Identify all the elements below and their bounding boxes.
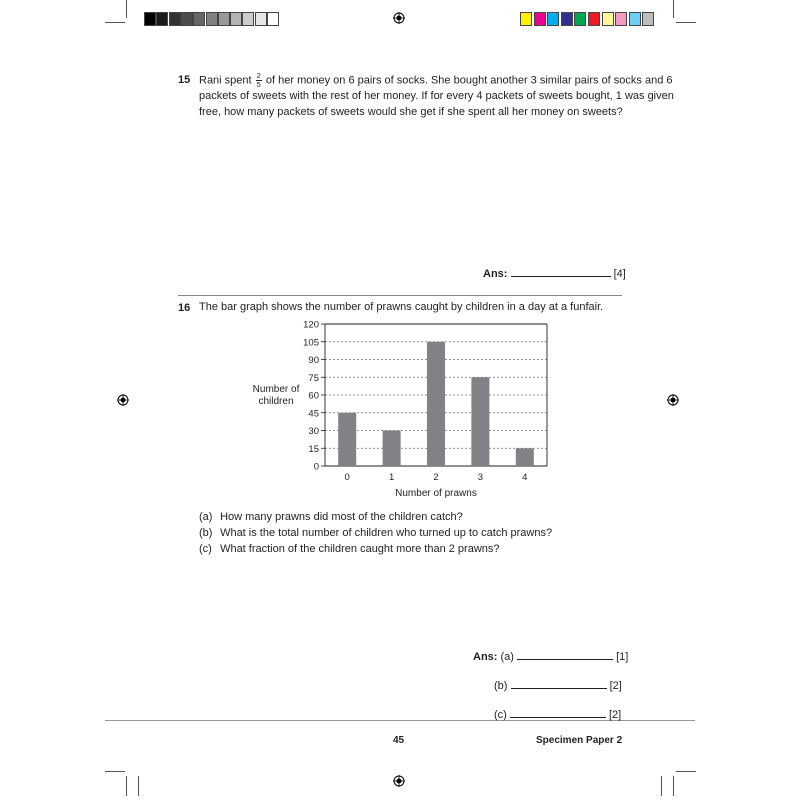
- q16-answer-b: [494, 679, 622, 695]
- y-tick-label: 75: [308, 372, 319, 384]
- gray-swatch: [255, 12, 267, 26]
- q16-answer-c: [494, 708, 621, 724]
- q16-part-c: [199, 543, 500, 555]
- page-number: 45: [393, 735, 405, 746]
- q16-answer-b-line[interactable]: [511, 688, 607, 689]
- q15-answer-line[interactable]: [511, 276, 611, 277]
- color-swatch: [615, 12, 627, 26]
- x-axis-label: Number of prawns: [395, 488, 477, 499]
- q15-marks: [4]: [613, 268, 626, 280]
- bar-chart-svg: [246, 314, 566, 504]
- color-swatch: [561, 12, 573, 26]
- gray-swatch: [169, 12, 181, 26]
- q16-answer-c-line[interactable]: [510, 717, 606, 718]
- registration-mark-icon: [393, 12, 405, 24]
- q15-answer-row: [483, 267, 626, 283]
- q16-answer-c-marks: [2]: [608, 709, 622, 721]
- x-tick-label: 2: [433, 472, 439, 483]
- question-15-number: 15: [178, 74, 191, 86]
- bar: [427, 342, 445, 466]
- registration-mark-icon: [393, 775, 405, 787]
- gray-swatch: [193, 12, 205, 26]
- x-tick-label: 0: [344, 472, 350, 483]
- color-swatch: [574, 12, 586, 26]
- q16-answer-c-label: (c): [494, 709, 507, 721]
- q16-answer-b-label: (b): [494, 680, 508, 692]
- q16-part-c-text: What fraction of the children caught more than 2 prawns?: [220, 543, 500, 555]
- q16-ans-label: Ans:: [473, 651, 498, 663]
- y-tick-label: 120: [303, 319, 319, 331]
- color-swatch: [534, 12, 546, 26]
- y-tick-label: 15: [308, 443, 319, 455]
- q16-answer-a-line[interactable]: [517, 659, 613, 660]
- q16-answer-a: [473, 650, 628, 666]
- gray-swatch: [230, 12, 242, 26]
- registration-mark-icon: [667, 394, 679, 406]
- q15-fraction: $\frac{2}{5}$: [256, 71, 261, 89]
- gray-swatch: [144, 12, 156, 26]
- y-tick-label: 45: [308, 408, 319, 420]
- question-15-text: [199, 71, 674, 120]
- q16-part-a: [199, 511, 463, 523]
- color-swatch: [588, 12, 600, 26]
- bar: [471, 377, 489, 466]
- y-tick-label: 90: [308, 355, 319, 366]
- question-16-intro: The bar graph shows the number of prawns caught by children in a day at a funfair.: [199, 301, 604, 313]
- gray-swatch: [218, 12, 230, 26]
- color-swatch: [547, 12, 559, 26]
- color-swatch: [642, 12, 654, 26]
- q15-text-before: Rani spent: [199, 74, 252, 87]
- y-axis-label: children: [258, 396, 294, 407]
- x-tick-label: 1: [388, 472, 395, 483]
- q15-ans-label: Ans:: [483, 268, 508, 280]
- q16-part-b-text: What is the total number of children who turned up to catch prawns?: [220, 527, 553, 539]
- color-swatch: [520, 12, 532, 26]
- q16-part-b: [199, 527, 552, 539]
- q16-part-b-label: (b): [199, 527, 213, 539]
- bar: [338, 413, 356, 466]
- y-tick-label: 105: [303, 337, 319, 349]
- q16-answer-a-label: (a): [500, 651, 514, 663]
- gray-swatch: [181, 12, 193, 26]
- x-tick-label: 3: [477, 472, 484, 483]
- footer-title: Specimen Paper 2: [536, 735, 623, 746]
- prawns-bar-chart: [246, 314, 566, 504]
- q16-part-a-text: How many prawns did most of the children catch?: [220, 511, 463, 523]
- registration-mark-icon: [117, 394, 129, 406]
- gray-swatch: [267, 12, 279, 26]
- bar: [516, 448, 534, 466]
- gray-swatch: [156, 12, 168, 26]
- q16-part-a-label: (a): [199, 511, 213, 523]
- gray-swatch: [206, 12, 218, 26]
- gray-swatch: [242, 12, 254, 26]
- y-tick-label: 0: [313, 461, 319, 473]
- q15-line1: of her money on 6 pairs of socks. She bought another 3 similar pairs of socks and 6: [265, 74, 673, 87]
- bar: [383, 431, 401, 467]
- question-16-number: 16: [178, 302, 191, 314]
- q16-answer-b-marks: [2]: [609, 680, 622, 692]
- q15-line2: packets of sweets with the rest of her money. If for every 4 packets of sweets bought, 1 was given: [199, 90, 674, 102]
- q15-line3: free, how many packets of sweets would she get if she spent all her money on sweets?: [199, 105, 623, 118]
- q16-answer-a-marks: [1]: [616, 651, 629, 663]
- color-swatch: [602, 12, 614, 26]
- y-tick-label: 60: [308, 390, 319, 402]
- y-tick-label: 30: [308, 426, 319, 437]
- question-divider: [178, 295, 622, 296]
- color-swatch: [629, 12, 641, 26]
- y-axis-label: Number of: [252, 384, 300, 395]
- q16-part-c-label: (c): [199, 543, 212, 555]
- x-tick-label: 4: [522, 472, 528, 483]
